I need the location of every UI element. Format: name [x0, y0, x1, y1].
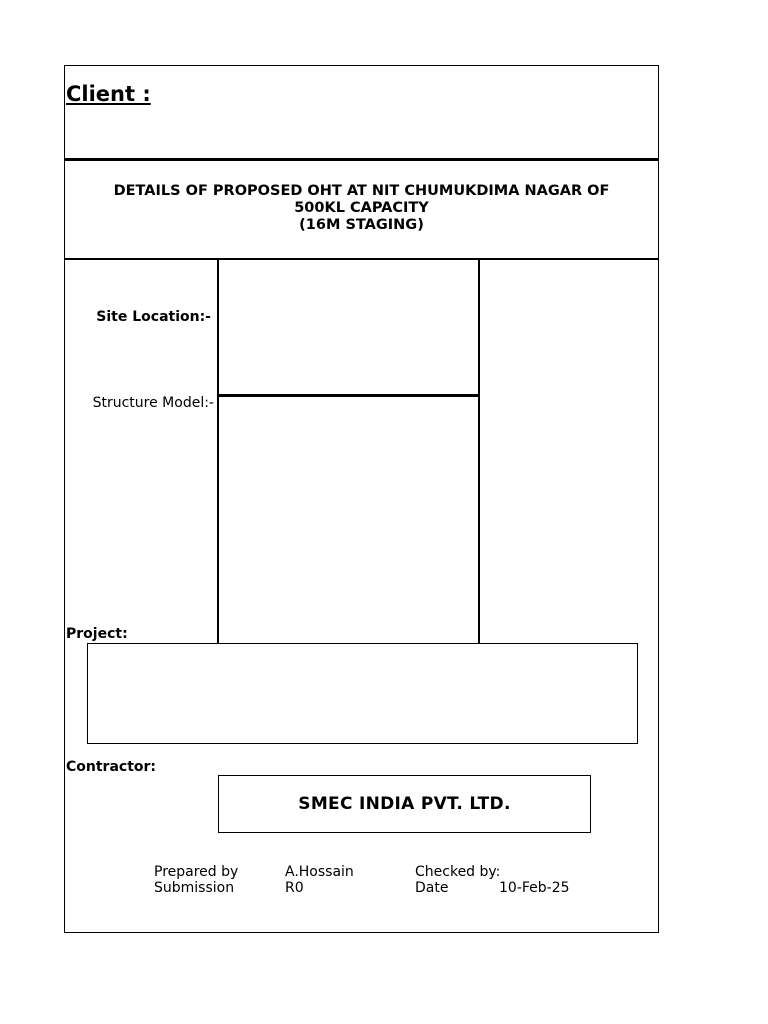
column-right-border [478, 258, 480, 644]
divider-client [64, 158, 659, 161]
date-label: Date [415, 880, 449, 896]
title-line-1: DETAILS OF PROPOSED OHT AT NIT CHUMUKDIMA NAGAR OF [113, 183, 610, 199]
submission-label: Submission [154, 880, 235, 896]
checked-by-label: Checked by: [415, 864, 501, 880]
prepared-by-value: A.Hossain [285, 864, 354, 880]
prepared-by-label: Prepared by [154, 864, 239, 880]
divider-title [64, 258, 659, 260]
title-line-2: 500KL CAPACITY [294, 200, 429, 216]
date-value: 10-Feb-25 [499, 880, 570, 896]
contractor-box [218, 775, 591, 833]
site-location-label: Site Location:- [96, 309, 211, 325]
structure-model-label: Structure Model:- [92, 395, 214, 411]
project-box [87, 643, 638, 744]
document-title [66, 183, 657, 234]
submission-value: R0 [285, 880, 304, 896]
column-left-border [217, 258, 219, 644]
contractor-name: SMEC INDIA PVT. LTD. [298, 794, 511, 814]
column-divider [217, 394, 480, 397]
client-label: Client : [66, 82, 151, 106]
title-line-3: (16M STAGING) [299, 217, 424, 233]
contractor-label: Contractor: [66, 759, 157, 775]
project-label: Project: [66, 626, 128, 642]
